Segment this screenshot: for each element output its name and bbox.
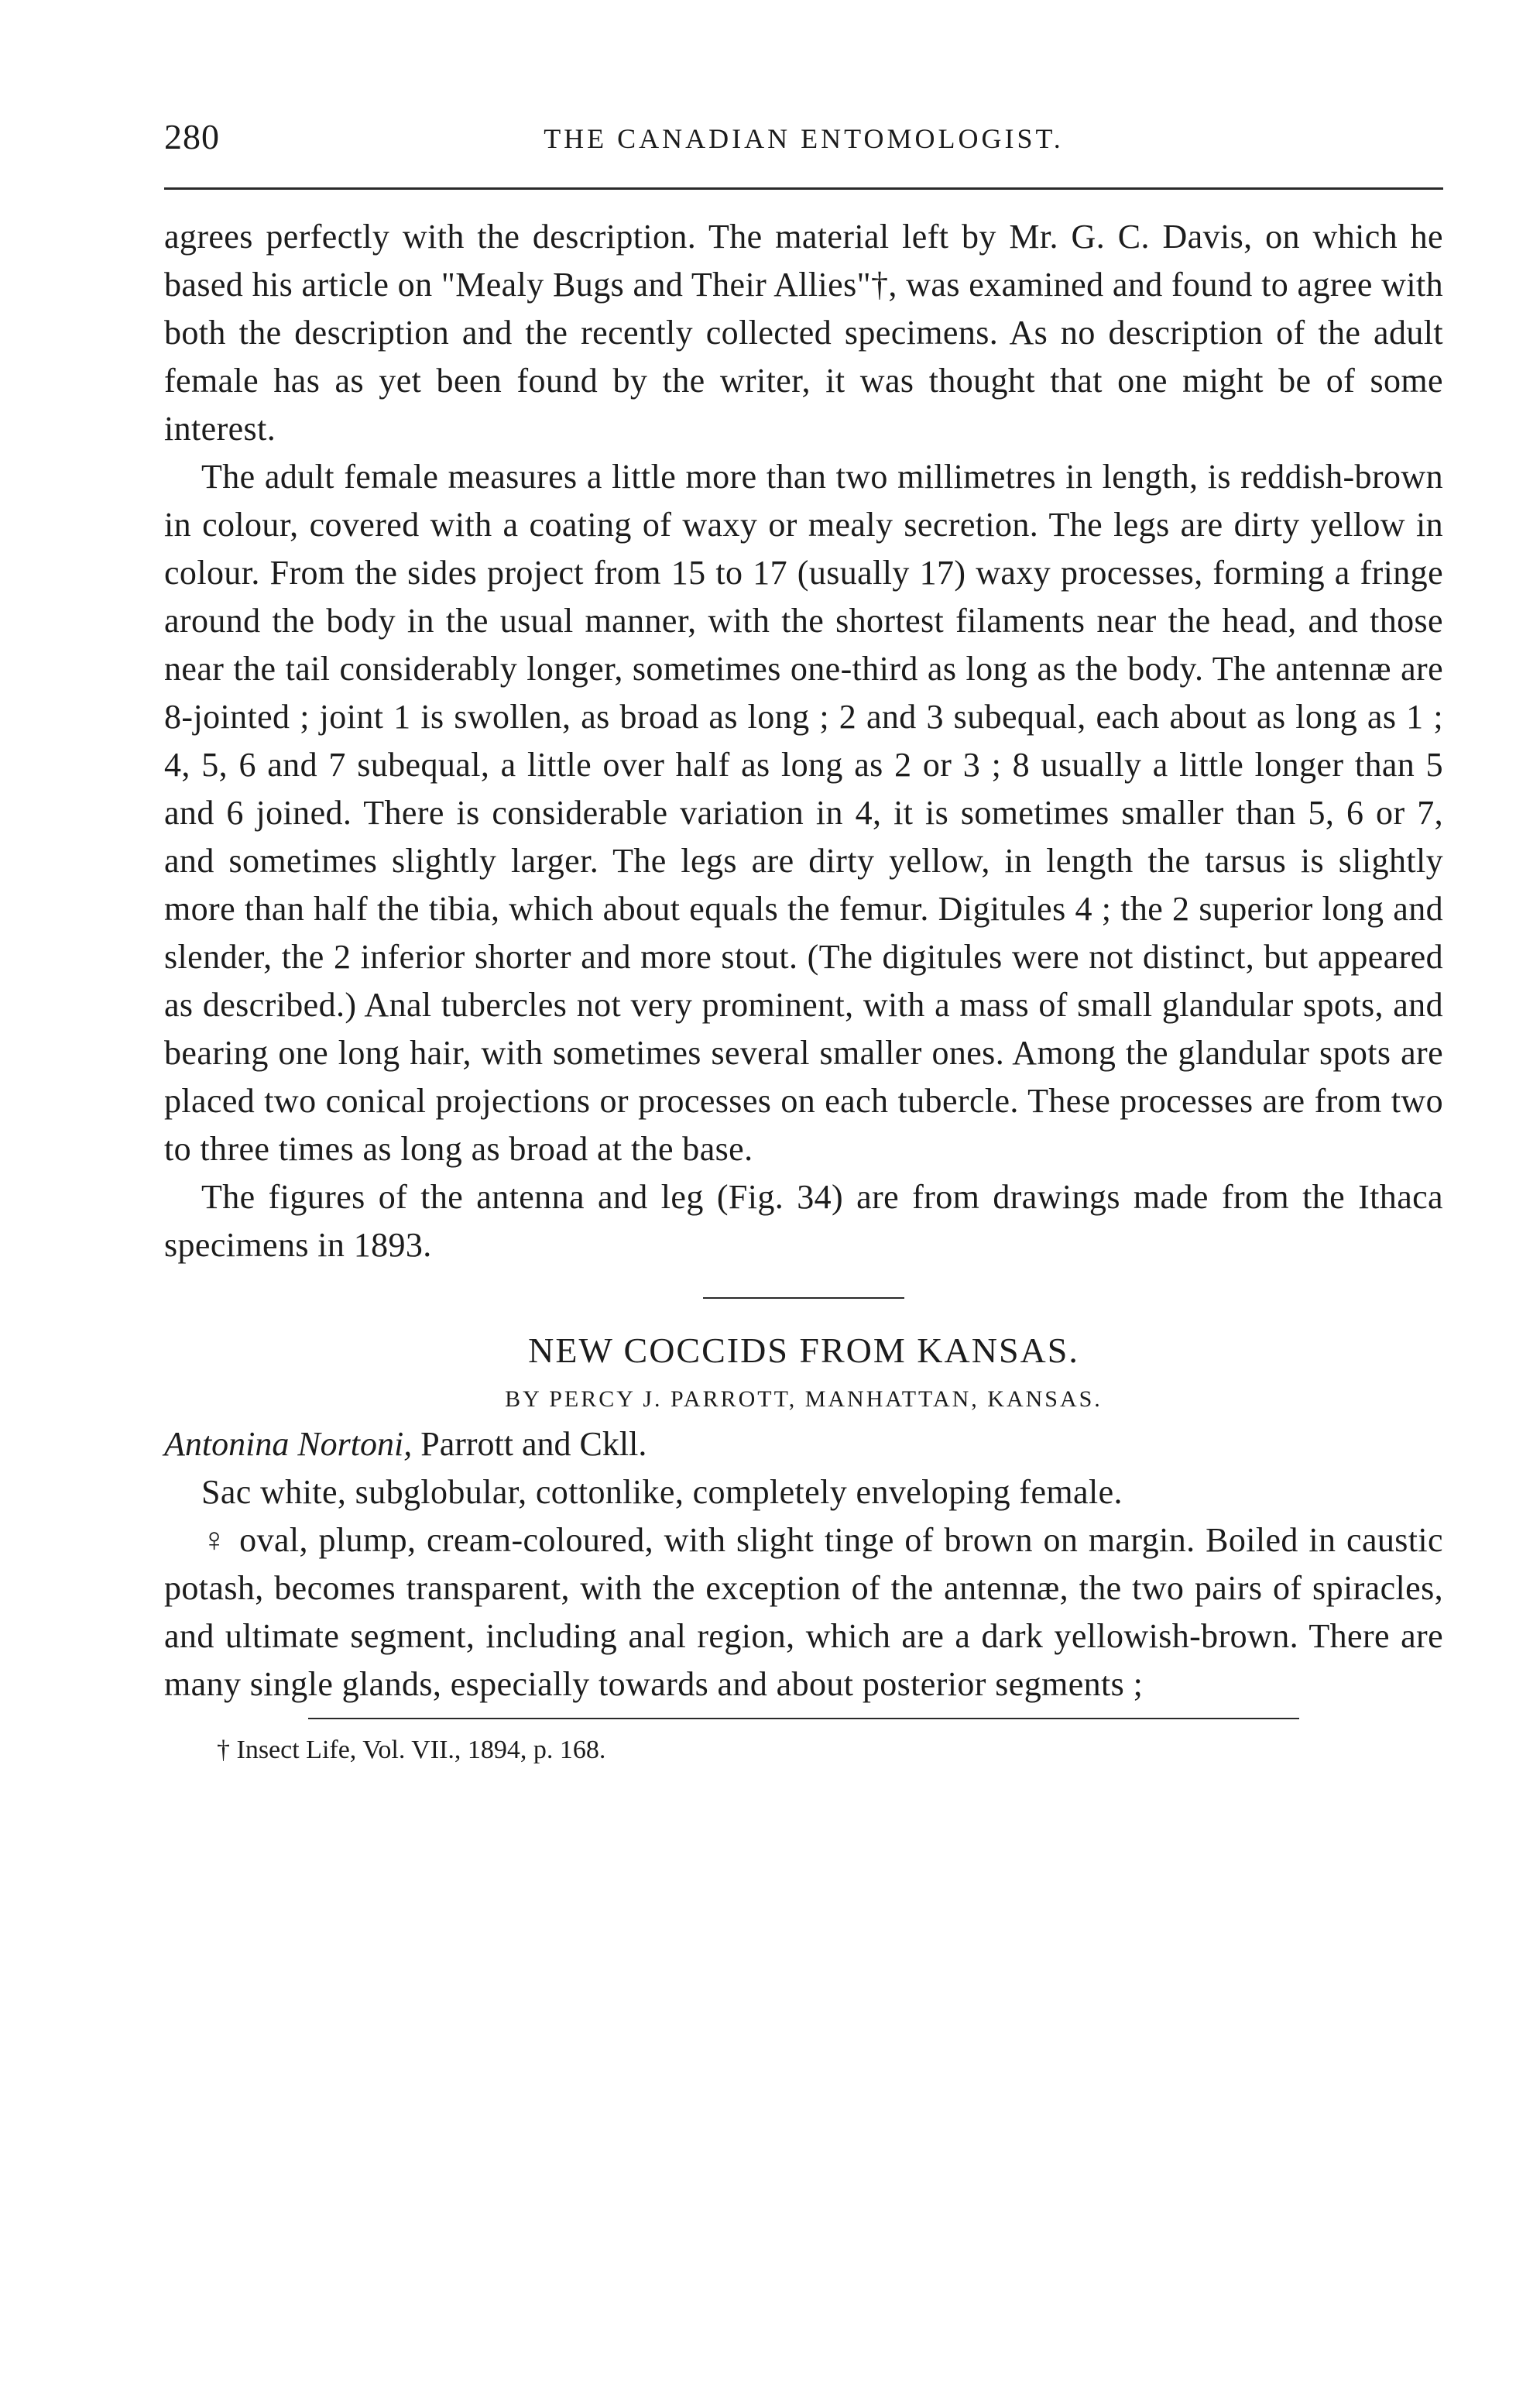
new-article bbox=[164, 1330, 1443, 1708]
page-header bbox=[164, 116, 1443, 172]
paragraph: ♀ oval, plump, cream-coloured, with slight tinge of brown on margin. Boiled in caustic potash, becomes transparent, with the exception of the antennæ, the two pairs of spiracles, and ultimate segment, including anal region, which are a dark yellowish-brown. There are many single glands, especially towards and about posterior segments ; bbox=[164, 1521, 1443, 1703]
footnote: † Insect Life, Vol. VII., 1894, p. 168. bbox=[217, 1736, 606, 1764]
running-title: THE CANADIAN ENTOMOLOGIST. bbox=[544, 123, 1064, 154]
journal-page bbox=[164, 116, 1443, 1767]
section-divider bbox=[703, 1297, 904, 1299]
header-rule bbox=[164, 187, 1443, 190]
page-number: 280 bbox=[164, 117, 220, 156]
species-heading bbox=[164, 1420, 1443, 1468]
footnote-rule bbox=[308, 1718, 1299, 1719]
species-name: Antonina Nortoni, bbox=[164, 1425, 413, 1463]
paragraph: Sac white, subglobular, cottonlike, completely enveloping female. bbox=[201, 1473, 1123, 1511]
article-title: NEW COCCIDS FROM KANSAS. bbox=[528, 1331, 1079, 1370]
paragraph: The adult female measures a little more than two millimetres in length, is reddish-brown in colour, covered with a coating of waxy or mealy secretion. The legs are dirty yellow in colour. From the sides project from 15 to 17 (usually 17) waxy processes, forming a fringe around the body in the usual manner, with the shortest filaments near the head, and those near the tail considerably longer, sometimes one-third as long as the body. The antennæ are 8-jointed ; joint 1 is swollen, as broad as long ; 2 and 3 subequal, each about as long as 1 ; 4, 5, 6 and 7 subequal, a little over half as long as 2 or 3 ; 8 usually a little longer than 5 and 6 joined. There is considerable variation in 4, it is sometimes smaller than 5, 6 or 7, and sometimes slightly larger. The legs are dirty yellow, in length the tarsus is slightly more than half the tibia, which about equals the femur. Digitules 4 ; the 2 superior long and slender, the 2 inferior shorter and more stout. (The digitules were not distinct, but appeared as described.) Anal tubercles not very prominent, with a mass of small glandular spots, and bearing one long hair, with sometimes several smaller ones. Among the glandular spots are placed two conical projections or processes on each tubercle. These processes are from two to three times as long as broad at the base. bbox=[164, 458, 1443, 1168]
continued-article bbox=[164, 213, 1443, 1269]
paragraph: The figures of the antenna and leg (Fig. 34) are from drawings made from the Ithaca specimens in 1893. bbox=[164, 1178, 1443, 1264]
article-byline: BY PERCY J. PARROTT, MANHATTAN, KANSAS. bbox=[505, 1386, 1103, 1412]
paragraph: agrees perfectly with the description. The material left by Mr. G. C. Davis, on which he based his article on "Mealy Bugs and Their Allies"†, was examined and found to agree with both the description and the recently collected specimens. As no description of the adult female has as yet been found by the writer, it was thought that one might be of some interest. bbox=[164, 218, 1443, 448]
species-authors: Parrott and Ckll. bbox=[412, 1425, 647, 1463]
